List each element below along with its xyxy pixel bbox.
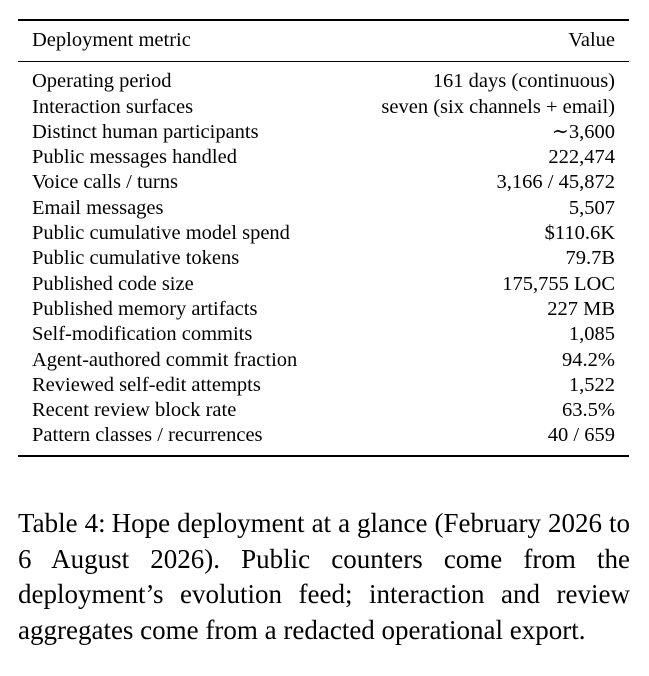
value-cell: 79.7B	[565, 247, 615, 270]
caption-label: Table 4:	[18, 508, 106, 538]
metric-cell: Public messages handled	[32, 146, 237, 169]
table-caption	[18, 506, 630, 648]
table-bottom-rule	[18, 455, 629, 457]
table-row	[18, 120, 629, 145]
table-row	[18, 221, 629, 246]
metric-cell: Reviewed self-edit attempts	[32, 373, 261, 396]
table-row	[18, 272, 629, 297]
value-cell: 5,507	[568, 196, 615, 219]
table-row	[18, 398, 629, 423]
metric-cell: Self-modification commits	[32, 323, 253, 346]
table-row	[18, 373, 629, 398]
metric-cell: Interaction surfaces	[32, 95, 194, 118]
metric-cell: Public cumulative tokens	[32, 247, 240, 270]
metrics-table	[18, 21, 629, 61]
value-cell: 1,085	[568, 323, 615, 346]
metrics-table-body	[18, 62, 629, 454]
table-row	[18, 297, 629, 322]
value-cell: 94.2%	[562, 348, 615, 371]
table-row	[18, 246, 629, 271]
metric-cell: Distinct human participants	[32, 120, 259, 143]
table-row	[18, 170, 629, 195]
value-cell: 227 MB	[547, 297, 615, 320]
value-cell: 40 / 659	[547, 424, 615, 447]
table-row	[18, 95, 629, 120]
header-metric: Deployment metric	[32, 29, 191, 51]
metric-cell: Published memory artifacts	[32, 297, 258, 320]
value-cell: 175,755 LOC	[502, 272, 615, 295]
metric-cell: Voice calls / turns	[32, 171, 178, 194]
metric-cell: Agent-authored commit fraction	[32, 348, 298, 371]
table-header	[18, 21, 629, 61]
value-cell: seven (six channels + email)	[381, 95, 615, 118]
value-cell: 63.5%	[562, 399, 615, 422]
table-row	[18, 423, 629, 454]
table-row	[18, 348, 629, 373]
table-row	[18, 322, 629, 347]
metric-cell: Recent review block rate	[32, 399, 237, 422]
value-cell: 3,166 / 45,872	[496, 171, 615, 194]
table-row	[18, 145, 629, 170]
metric-cell: Published code size	[32, 272, 194, 295]
table-row	[18, 196, 629, 221]
table-body	[18, 62, 629, 454]
header-value: Value	[568, 29, 615, 51]
value-cell: 161 days (continuous)	[432, 70, 615, 93]
metric-cell: Email messages	[32, 196, 164, 219]
metric-cell: Pattern classes / recurrences	[32, 424, 263, 447]
deployment-table	[18, 19, 629, 457]
table-row	[18, 62, 629, 94]
value-cell: 1,522	[568, 373, 615, 396]
value-cell: 222,474	[548, 146, 615, 169]
caption-text: Hope deployment at a glance (February 2026 to 6 August 2026). Public counters come from the deployment’s evolution feed; interaction and review aggregates come from a redacted operational export.	[18, 508, 630, 645]
value-cell: $110.6K	[544, 222, 615, 245]
header-row	[18, 21, 629, 61]
metric-cell: Operating period	[32, 70, 172, 93]
value-cell: ∼3,600	[551, 120, 615, 143]
metric-cell: Public cumulative model spend	[32, 222, 290, 245]
